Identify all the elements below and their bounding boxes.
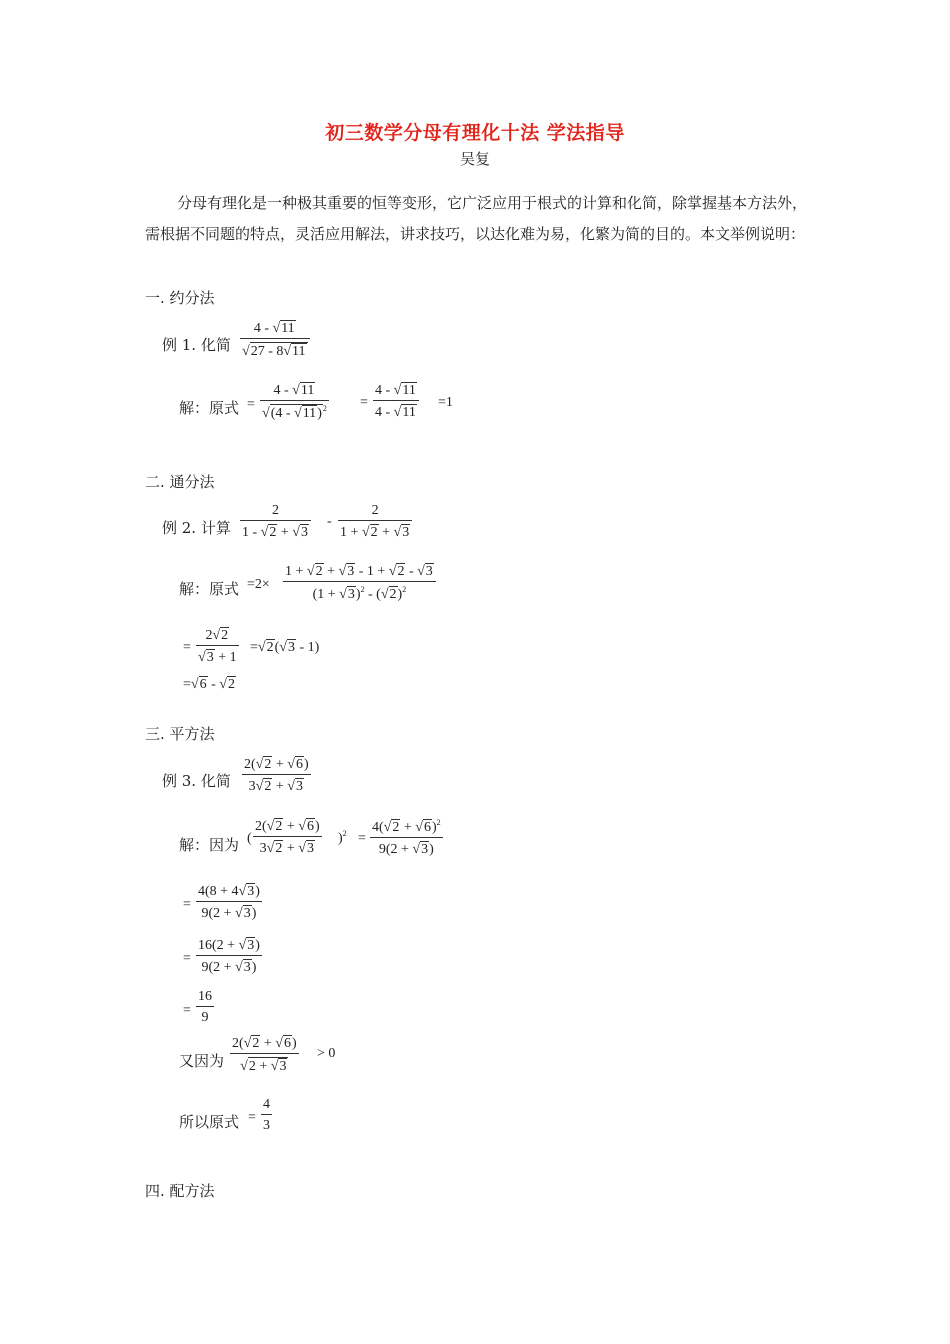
ex1-result: =1: [438, 395, 453, 410]
example-1-solution-label: 解：原式: [179, 399, 240, 417]
also-because-label: 又因为: [179, 1052, 225, 1070]
ex2-step2-fraction: $\frac{2√2}{√3 + 1}$: [198, 628, 237, 665]
ex3-step5-fraction: $\frac{16}{9}$: [198, 989, 212, 1025]
paren-close: )$^2$: [338, 829, 347, 846]
minus-sign: -: [327, 514, 332, 529]
ex3-step1-fraction: $\frac{2(√2 + √6)}{3√2 + √3}$: [255, 819, 320, 856]
equals-sign: =: [183, 640, 191, 655]
ex3-step4-fraction: $\frac{16(2 + √3)}{9(2 + √3)}$: [198, 938, 260, 975]
ex2-fraction-a: $\frac{2}{1 - √2 + √3}$: [240, 503, 311, 541]
example-1-label: 例 1. 化简: [162, 336, 231, 354]
intro-paragraph: 分母有理化是一种极其重要的恒等变形，它广泛应用于根式的计算和化简，除掌握基本方法外，需根据不同题的特点，灵活应用解法，讲求技巧，以达化难为易，化繁为简的目的。本文举例说明：: [145, 194, 808, 243]
example-2-label: 例 2. 计算: [162, 519, 231, 537]
equals-sign: =: [358, 831, 366, 846]
ex2-step3: =√2(√3 - 1): [250, 640, 320, 655]
ex2-fraction-b: $\frac{2}{1 + √2 + √3}$: [338, 503, 412, 541]
final-fraction: $\frac{4}{3}$: [263, 1097, 270, 1133]
equals-sign: =: [360, 395, 368, 410]
example-2-solution-label: 解：原式: [179, 580, 240, 598]
ex2-result: =√6 - √2: [183, 677, 235, 692]
ex3-check-fraction: $\frac{2(√2 + √6)}{√2 + √3}$: [232, 1036, 297, 1074]
ex3-fraction: $\frac{2(√2 + √6)}{3√2 + √3}$: [244, 757, 309, 794]
gt-zero: > 0: [317, 1046, 336, 1061]
ex2-prefix: =2×: [247, 577, 270, 592]
author: 吴复: [459, 150, 490, 168]
example-3-label: 例 3. 化简: [162, 772, 231, 790]
paren-open: (: [247, 831, 252, 846]
ex3-step3-fraction: $\frac{4(8 + 4√3)}{9(2 + √3)}$: [198, 884, 260, 921]
equals-sign: =: [247, 397, 255, 412]
ex1-step1-fraction: $\frac{4 - √11}{√(4 - √11)^2}$: [262, 383, 327, 421]
example-3-solution-label: 解：因为: [179, 836, 240, 854]
section-heading-1: 一. 约分法: [145, 289, 215, 307]
section-heading-3: 三. 平方法: [145, 725, 215, 743]
equals-sign: =: [183, 951, 191, 966]
section-heading-4: 四. 配方法: [145, 1182, 215, 1200]
ex3-step2-fraction: $\frac{4(√2 + √6)^2}{9(2 + √3)}$: [372, 818, 441, 857]
equals-sign: =: [183, 897, 191, 912]
ex1-step2-fraction: $\frac{4 - √11}{4 - √11}$: [373, 382, 419, 421]
page-title: 初三数学分母有理化十法 学法指导: [325, 122, 625, 144]
equals-sign: =: [248, 1110, 256, 1125]
example-1-fraction: $\frac{4 - √11}{√27 - 8√11}$: [240, 320, 310, 360]
section-heading-2: 二. 通分法: [145, 473, 215, 491]
ex2-step1-fraction: $\frac{1 + √2 + √3 - 1 + √2 - √3}{(1 + √3)^2 - (√2)^2}$: [283, 563, 436, 603]
therefore-label: 所以原式: [179, 1113, 240, 1131]
equals-sign: =: [183, 1003, 191, 1018]
